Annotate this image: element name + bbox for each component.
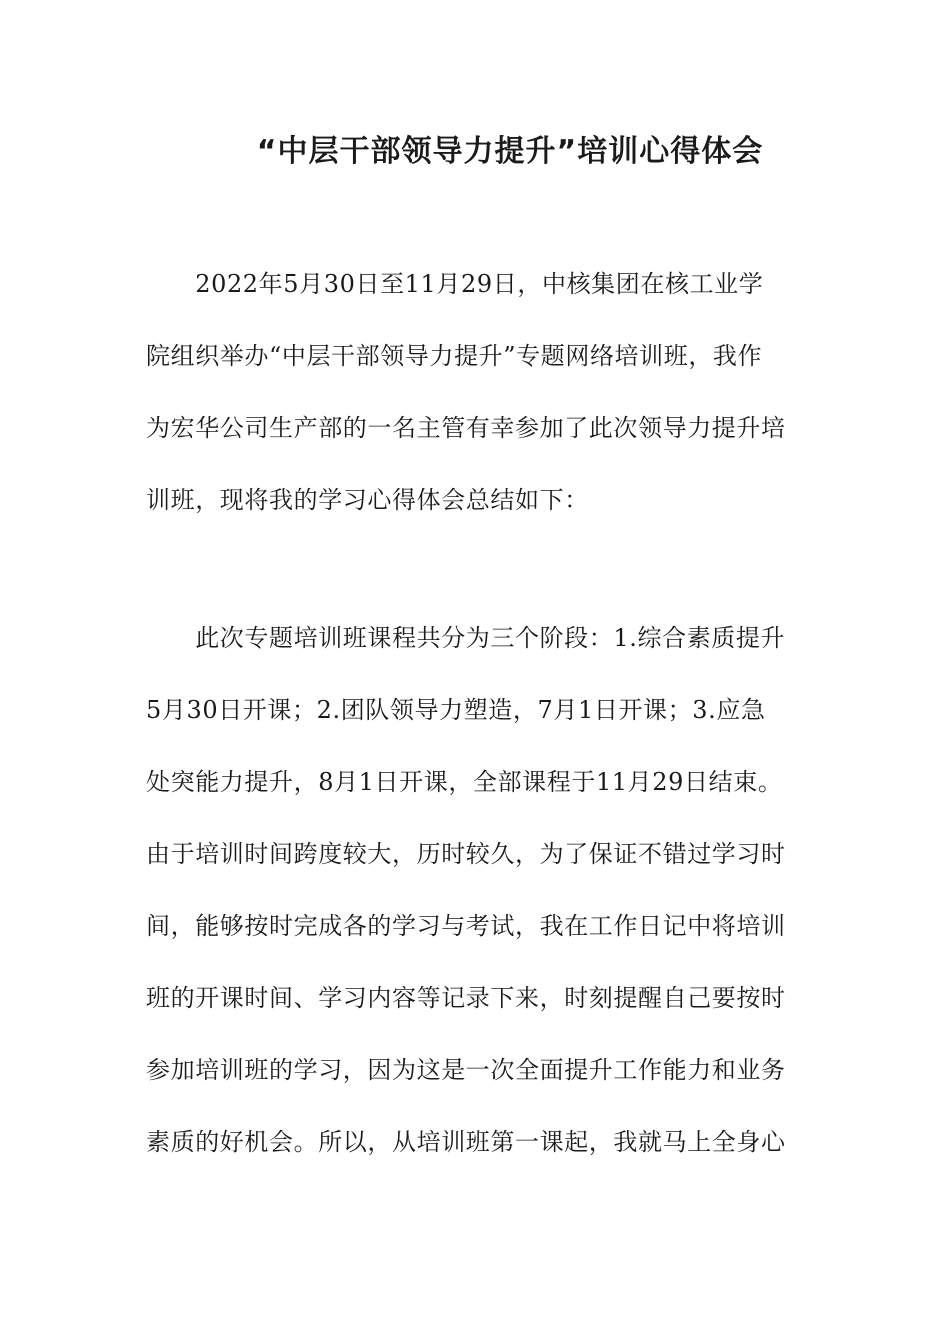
paragraph-line: 由于培训时间跨度较大，历时较久，为了保证不错过学习时 xyxy=(146,840,786,868)
paragraph-line: 处突能力提升，8月1日开课，全部课程于11月29日结束。 xyxy=(146,768,783,796)
paragraph-line: 2022年5月30日至11月29日，中核集团在核工业学 xyxy=(146,270,764,298)
paragraph-line: 5月30日开课；2.团队领导力塑造，7月1日开课；3.应急 xyxy=(146,696,766,724)
paragraph-line: 参加培训班的学习，因为这是一次全面提升工作能力和业务 xyxy=(146,1056,786,1084)
paragraph-line: 此次专题培训班课程共分为三个阶段：1.综合素质提升 xyxy=(146,624,786,652)
paragraph-1 xyxy=(146,248,814,536)
paragraph-line: 间，能够按时完成各的学习与考试，我在工作日记中将培训 xyxy=(146,912,786,940)
paragraph-2 xyxy=(146,602,814,1178)
paragraph-line: 班的开课时间、学习内容等记录下来，时刻提醒自己要按时 xyxy=(146,984,786,1012)
paragraph-line: 训班，现将我的学习心得体会总结如下： xyxy=(146,486,589,514)
paragraph-line: 为宏华公司生产部的一名主管有幸参加了此次领导力提升培 xyxy=(146,414,786,442)
document-title: “中层干部领导力提升”培训心得体会 xyxy=(256,134,764,169)
paragraph-line: 院组织举办“中层干部领导力提升”专题网络培训班，我作 xyxy=(146,342,763,370)
paragraph-line: 素质的好机会。所以，从培训班第一课起，我就马上全身心 xyxy=(146,1128,786,1156)
